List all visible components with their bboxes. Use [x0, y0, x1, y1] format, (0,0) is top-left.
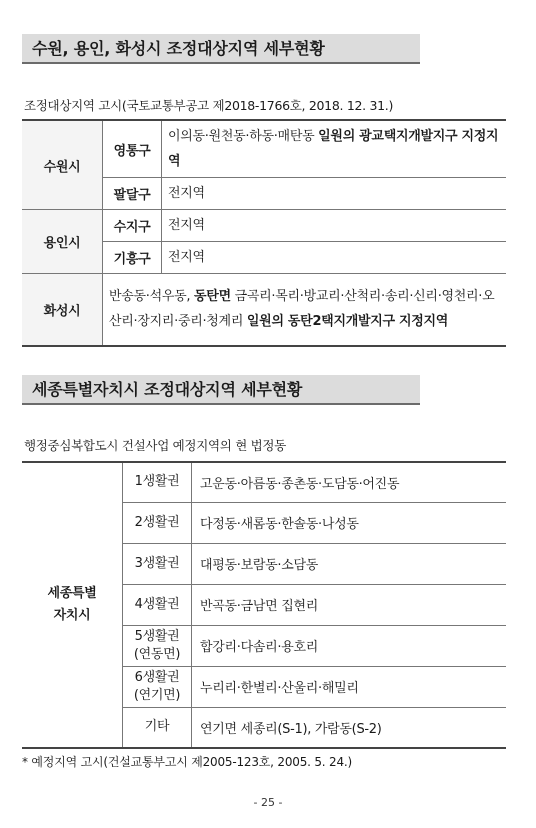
dong-cell: 다정동·새롬동·한솔동·나성동: [192, 502, 507, 543]
section-title-suwon: 수원, 용인, 화성시 조정대상지역 세부현황: [22, 34, 420, 64]
dong-cell: 고운동·아름동·종촌동·도담동·어진동: [192, 462, 507, 502]
city-cell-suwon: 수원시: [22, 120, 103, 210]
table-suwon-yongin-hwaseong: [22, 119, 506, 347]
footnote: * 예정지역 고시(건설교통부고시 제2005-123호, 2005. 5. 24.): [22, 755, 353, 769]
city-cell-hwaseong: 화성시: [22, 274, 103, 346]
notice-legal-dong: 행정중심복합도시 건설사업 예정지역의 현 법정동: [24, 438, 286, 453]
district-cell: 기흥구: [103, 242, 162, 274]
area-description: 전지역: [162, 210, 507, 242]
table-row: [22, 274, 506, 346]
zone-cell: 1생활권: [123, 462, 192, 502]
zone-cell: 2생활권: [123, 502, 192, 543]
dong-cell: 반곡동·금남면 집현리: [192, 584, 507, 625]
page-number: - 25 -: [253, 796, 283, 809]
dong-cell: 대평동·보람동·소담동: [192, 543, 507, 584]
city-cell-yongin: 용인시: [22, 210, 103, 274]
zone-cell: 4생활권: [123, 584, 192, 625]
area-description: 전지역: [162, 178, 507, 210]
table-sejong: [22, 461, 506, 749]
area-description: 이의동·원천동·하동·매탄동 일원의 광교택지개발지구 지정지역: [162, 120, 507, 178]
zone-cell: 3생활권: [123, 543, 192, 584]
dong-cell: 누리리·한별리·산울리·해밀리: [192, 666, 507, 707]
table-row: [22, 210, 506, 242]
district-cell: 영통구: [103, 120, 162, 178]
notice-adjustment-zone: 조정대상지역 고시(국토교통부공고 제2018-1766호, 2018. 12. 31.): [24, 98, 394, 113]
zone-cell: 5생활권 (연동면): [123, 625, 192, 666]
zone-cell: 기타: [123, 707, 192, 748]
table-row: [22, 462, 506, 502]
city-cell-sejong: 세종특별 자치시: [22, 462, 123, 748]
dong-cell: 합강리·다솜리·용호리: [192, 625, 507, 666]
district-cell: 수지구: [103, 210, 162, 242]
table-row: [22, 120, 506, 178]
district-cell: 팔달구: [103, 178, 162, 210]
area-description: 전지역: [162, 242, 507, 274]
section-title-sejong: 세종특별자치시 조정대상지역 세부현황: [22, 375, 420, 405]
zone-cell: 6생활권 (연기면): [123, 666, 192, 707]
area-description: 반송동·석우동, 동탄면 금곡리·목리·방교리·산척리·송리·신리·영천리·오산리·장지리·중리·청계리 일원의 동탄2택지개발지구 지정지역: [103, 274, 507, 346]
dong-cell: 연기면 세종리(S-1), 가람동(S-2): [192, 707, 507, 748]
